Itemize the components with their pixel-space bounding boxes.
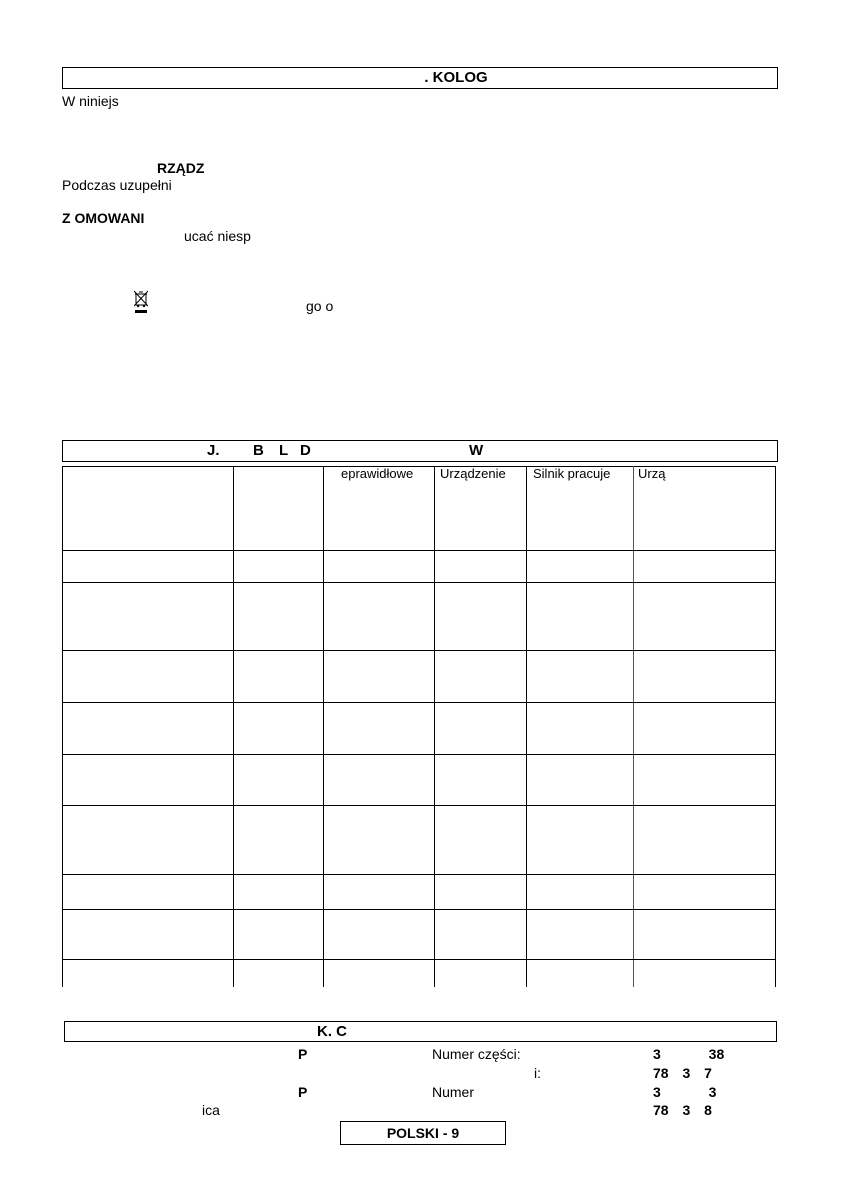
device-heading: RZĄDZ [157, 160, 205, 176]
parts-header-text: K. C [317, 1023, 347, 1040]
table-row-divider [62, 582, 776, 583]
table-row-divider [62, 874, 776, 875]
table-row-divider [62, 650, 776, 651]
parts-row-1-label: Numer części: [432, 1046, 521, 1062]
troubleshooting-header-part-4: D [300, 442, 311, 459]
troubleshooting-header-part-1: J. [207, 442, 220, 459]
page-footer [340, 1121, 506, 1145]
parts-row-1-value [653, 1045, 724, 1063]
column-header-4: Urządzenie [440, 466, 506, 481]
table-row-divider [62, 959, 776, 960]
disposal-heading: Z OMOWANI [62, 210, 145, 226]
weee-text: go o [306, 298, 334, 314]
table-row-divider [62, 909, 776, 910]
troubleshooting-header-part-5: W [469, 442, 484, 459]
table-border-top [62, 466, 776, 467]
device-text: Podczas uzupełni [62, 177, 172, 193]
parts-row-1-value-text: 3 38 [653, 1046, 725, 1062]
parts-row-3-value-text: 3 3 [653, 1084, 717, 1100]
parts-row-3-label: Numer [432, 1084, 475, 1100]
troubleshooting-header-part-2: B [253, 442, 264, 459]
ecology-section-header [62, 67, 778, 89]
table-row-divider [62, 702, 776, 703]
parts-row-3-mid: P [298, 1084, 308, 1100]
ecology-header-text: . KOLOG [424, 69, 488, 86]
parts-row-1-mid: P [298, 1046, 308, 1062]
table-row-divider [62, 805, 776, 806]
table-row-divider [62, 754, 776, 755]
troubleshooting-header-part-3: L [279, 442, 289, 459]
parts-row-3-value [653, 1083, 716, 1101]
table-row-divider [62, 550, 776, 551]
parts-row-2-value [653, 1064, 712, 1082]
disposal-text: ucać niesp [184, 228, 251, 244]
parts-row-2-value-text: 78 3 7 [653, 1065, 712, 1081]
parts-row-4-value-text: 78 3 8 [653, 1102, 712, 1118]
page-number-label: POLSKI - 9 [386, 1125, 460, 1141]
column-header-6: Urzą [638, 466, 666, 481]
parts-row-4-left: ica [202, 1102, 220, 1118]
parts-row-2-label: i: [534, 1065, 541, 1081]
column-header-5: Silnik pracuje [533, 466, 611, 481]
crossed-out-wheeled-bin-icon [134, 290, 148, 314]
parts-section-header [64, 1021, 777, 1042]
parts-row-4-value [653, 1101, 712, 1119]
troubleshooting-section-header [62, 440, 778, 462]
column-header-3: eprawidłowe [341, 466, 414, 481]
ecology-intro-text: W niniejs [62, 93, 119, 109]
